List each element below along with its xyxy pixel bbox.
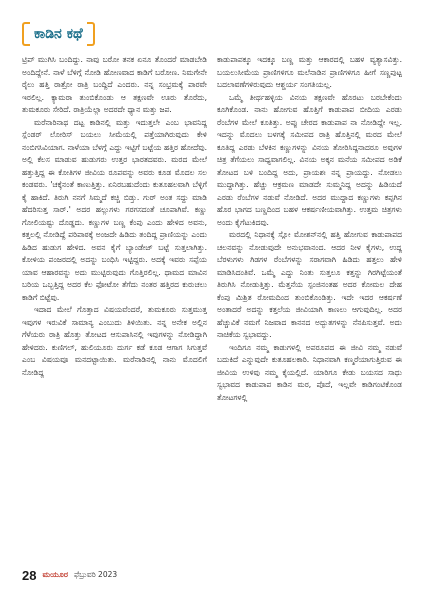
article-body xyxy=(22,54,402,556)
column-right xyxy=(217,54,402,556)
paragraph: ಒಮ್ಮೆ ತೀರ್ಥಹಳ್ಳಿಯ ವಿನಯ ತಕ್ಷಣವೇ ಹೊರಟು ಬರಬೇಕೆಂದು ಕೂಗಿಕೊಂಡ. ನಾನು ಹೋಗುವ ಹೊತ್ತಿಗೆ ಕಾಡುಪಾಪ ಬೀದಿಯ ಎರಡು ರೆಂಬೆಗಳ ಮೇಲೆ ಕೂತಿತ್ತು. ಅಪ್ಪು ಚೇರದ ಕಾಡುಪಾಪ ನಾ ನೋಡಿದ್ದೇ ಇಲ್ಲ. ಇದನ್ನು ಮೊದಲು ಬಳಗಕ್ಕೆ ಸಮೀಪದ ರಾತ್ರಿ ಹೊತ್ತಿನಲ್ಲಿ ಮರದ ಮೇಲೆ ಕೂತಿದ್ದ ಎರಡು ಬೆಳಕಿನ ಕಣ್ಣುಗಳನ್ನು ವಿನಯ ತೋರಿಸಿದ್ದನಾದರೂ ಅವುಗಳ ಚಿತ್ರ ತೆಗೆಯಲು ಸಾಧ್ಯವಾಗಲಿಲ್ಲ. ವಿನಯ ಅಕ್ಕನ ಮನೆಯ ಸಮೀಪದ ಅಡಿಕೆ ತೋಟದ ಬಳಿ ಬಂದಿದ್ದ ಅದು, ಪ್ರಾಯಶಃ ನನ್ನ ಪ್ರಾಯದ್ದು. ನೋಡಲು ಮುದ್ದಾಗಿತ್ತು. ಹೆಚ್ಚು ಆಕ್ರಮಣ ಮಾಡದೇ ಸುಮ್ಮನಿದ್ದ ಅದನ್ನು ಹಿಡಿಯದೆ ಎರಡು ರೆಂಬೆಗಳ ನಡುವೆ ನೋಡಿದೆ. ಅದರ ಮುದ್ದಾದ ಕಣ್ಣುಗಳು ಕಪ್ಪಗಿನ ಹೊರ ಭಾಗದ ಬಣ್ಣದಿಂದ ಬಹಳ ಆಕರ್ಷಣೀಯವಾಗಿತ್ತು. ಉತ್ತಮ ಚಿತ್ರಗಳು ಅಂದು ಕೈಗೆಟುಕಿದವು. xyxy=(217,92,402,227)
page-number: 28 xyxy=(22,567,37,583)
header-bracket-left xyxy=(22,22,30,46)
page-footer xyxy=(22,566,117,584)
paragraph: ಇಂದಿಗೂ ನಮ್ಮ ಕಾಡುಗಳಲ್ಲಿ ಅಪರೂಪದ ಈ ಜೀವಿ ನಮ್ಮ ನಡುವೆ ಬದುಕಿದೆ ಎನ್ನುವುದೇ ಕುತೂಹಲಕಾರಿ. ನಿಧಾನವಾಗಿ ಕಣ್ಮರೆಯಾಗುತ್ತಿರುವ ಈ ಜೀವಿಯ ಉಳಿವು ನಮ್ಮ ಕೈಯಲ್ಲಿದೆ. ಯಾರಿಗೂ ಕೇಡು ಬಯಸದ ಸಾಧು ಸ್ವಭಾವದ ಕಾಡುಪಾಪ ಕಾಡಿನ ಮರ, ಪೊದೆ, ಇಲ್ಲವೇ ಕಾಡಿಗಂಟಿಕೊಂಡ ತೋಟಗಳಲ್ಲಿ xyxy=(217,342,402,402)
paragraph: ಟ್ರಿಪ್ ಮುಗಿಸಿ ಬಂದಿದ್ದು. ನಾವು ಬರೋ ತನಕ ಏನೂ ತೊಂದರೆ ಮಾಡಬೇಡಿ ಅಂದಿದ್ದೇನೆ. ನಾಳೆ ಬೆಳಿಗ್ಗೆ ನೋಡಿ ಹೋಣವಾದ ಕಾಡಿಗೆ ಬರೋಣ. ನಿಮಗೇನೇ ರೈಲು ಹತ್ತಿ ರಾತ್ರೋ ರಾತ್ರಿ ಬಂದ್ದಿದೆ ಎಂದರು. ನನ್ನ ಸಂಭ್ರಮಕ್ಕೆ ಪಾರವೇ ಇರಲಿಲ್ಲ. ಕ್ಯಾಮರಾ ತುಂಬಿಕೊಂಡು ಆ ತಕ್ಷಣವೇ ಊರು ತೊರೆದು, ತುಮಕೂರು ಸೇರಿದೆ. ರಾತ್ರಿಯೆಲ್ಲಾ ಅದರದೇ ಧ್ಯಾನ ಮತ್ತು ಜಪ. xyxy=(22,55,207,114)
section-header xyxy=(22,22,95,46)
paragraph: ಮರದಲ್ಲಿ ನಿಧಾನಕ್ಕೆ ಸ್ಲೋ ಮೋಶನ್‌ನಲ್ಲಿ ಹತ್ತಿ ಹೋಗುವ ಕಾಡುಪಾಪದ ಚಲನವನ್ನು ನೋಡುವುದೇ ಅನುಭವಾನಂದ. ಆದರ ನೀಳ ಕೈಗಳು, ಉದ್ದ ಬೆರಳುಗಳು ಗಿಡಗಳ ರೆಂಬೆಗಳನ್ನು ಸರಾಗವಾಗಿ ಹಿಡಿದು ಹತ್ತಲು ಹೇಳಿ ಮಾಡಿಸಿದಂತಿವೆ. ಒಮ್ಮೆ ಎದ್ದು ನಿಂತು ಸುತ್ತಲೂ ಕತ್ತನ್ನು ಗಿರಗಿಟ್ಟೆಯಂತೆ ತಿರುಗಿಸಿ ನೋಡುತ್ತಿತ್ತು. ಮೆತ್ತನೆಯ ಸ್ಪಂಜಿನಂತಹ ಅದರ ಕೋಮಲ ದೇಹ ಕೆಂಪು ಮಿಶ್ರಿತ ರೋಮದಿಂದ ತುಂಬಿಕೊಂಡಿತ್ತು. ಇದೇ ಇದರ ಆಕರ್ಷಣೆ ಅಂತಾದರೆ ಅದನ್ನು ಕತ್ತಲೆಯ ಜೀವಿಯಾಗಿ ಕಾಣಲು ಆಗುವುದಿಲ್ಲ. ಅದರ ಹೆಚ್ಚುವಿಕೆ ನಮಗೆ ನಿಜವಾದ ಕಾನನದ ಅದ್ಭುತಗಳನ್ನು ನೆನಪಿಸುತ್ತವೆ. ಅದು ನಾಚಿಕೆಯ ಸ್ವಭಾವದ್ದು. xyxy=(217,230,402,339)
magazine-logo: ಮಯೂರ xyxy=(42,570,68,579)
paragraph: ಕಾಡುಪಾಪಕ್ಕೂ ಇದಕ್ಕೂ ಬಣ್ಣ ಮತ್ತು ಆಕಾರದಲ್ಲಿ ಬಹಳ ವ್ಯತ್ಯಾಸವಿತ್ತು. ಬಯಲುಸೀಮೆಯ ಪ್ರಾಣಿಗಳಿಗೂ ಮಲೆನಾಡಿನ ಪ್ರಾಣಿಗಳಿಗೂ ಹೀಗೆ ಸಣ್ಣಪುಟ್ಟ ಬದಲಾವಣೆಗಳಿರುವುದು ಆಶ್ಚರ್ಯ ಸಂಗತಿಯಲ್ಲ. xyxy=(217,55,402,89)
paragraph: ಮರೆನಾರಿನಾಥ ದಟ್ಟ ಕಾಡಿನಲ್ಲಿ ಮತ್ತು ಇದುತ್ತಲೇ ಎಂಬ ಭಾವನಿದ್ದ ಸ್ಲೆಂಡರ್ ಲೋರಿಸ್ ಬಯಲು ಸೀಮೆಯಲ್ಲಿ ಪತ್ತೆಯಾಗಿರುವುದು ಕೇಳಿ ನಂಬಿಗಸಿವಿಯಾಗ. ನಾಳೆಯಾ ಬೆಳಗ್ಗೆ ಎದ್ದು ಇಟ್ಟಿಗೆ ಬಟ್ಟೆಯ ಹತ್ತಿರ ಹೋದೆವು. ಅಲ್ಲಿ ಕೆಲಸ ಮಾಡುವ ಹುಡುಗರು ಉತ್ತರ ಭಾರತದವರು. ಮರದ ಮೇಲೆ ಹತ್ತುತ್ತಿದ್ದ ಈ ಕೋತಿಗಳ ಜೀವಿಯ ರೂಪವನ್ನು ಅವರು ಕೂಡ ಮೊದಲ ಸಲ ಕಂಡವರು. 'ಚಕ್ಕೆನಂತೆ ಕಾಣುತ್ತಿತ್ತು. ಏನಿರಬಹುದೆಂದು ಕುತೂಹಲವಾಗಿ ಬೆಳ್ಳಿಗೆ ಕೈ ಹಾಕಿದೆ. ತಿರುಗಿ ನನಗೆ ಸಿಮ್ಮದೆ ಕಚ್ಚಿ ಬಿಡ್ತು. ಗುರ್ ಅಂತ ಸದ್ದು ಮಾಡಿ ಹೆದರಿಸುತ್ತ ಸಾರ್.' ಅದರ ಹಲ್ಲುಗಳು ಗರಗಸದಂತೆ ಚೂಪಾಗಿವೆ. ಕಣ್ಣು ಗೋಲಿಯಷ್ಟು ದೊಡ್ಡದು. ಕಣ್ಣುಗಳ ಬಣ್ಣ ಕೆಂಪು ಎಂದು ಹೇಳಿದ ಅವನು, ಕತ್ತಲಲ್ಲಿ ನೋಡಿದ್ದೆ ಪರಿಪಾಠಕ್ಕೆ ಅಂಜದೇ ಹಿಡಿದು ತಂದಿದ್ದ ಪ್ರಾಣಿಯನ್ನು ಎಂದು ಹಿಡಿದ ಹುಡುಗ ಹೇಳಿದ. ಅವನ ಕೈಗೆ ಬ್ಯಾಂಡೇಜ್ ಬಟ್ಟೆ ಸುತ್ತಲಾಗಿತ್ತು. ಕೋಳಿಯ ಪಂಜರದಲ್ಲಿ ಅದನ್ನು ಬಂಧಿಸಿ ಇಟ್ಟಿದ್ದರು. ಅದಕ್ಕೆ ಇವರು ಸಪ್ಪೆಯ ಯಾವ ಆಹಾರವನ್ನು ಅದು ಮುಟ್ಟಿರುವುದು ಗೊತ್ತಿರಲಿಲ್ಲ. ಧಾಮದ ಮಾವಿನ ಬರಿಯ ಒಬ್ಬತ್ತಿದ್ದ ಅದರ ಕೆಲ ಫೋಟೋ ತೆಗೆದು ನಂತರ ಹತ್ತಿರದ ಕುರುಚಲು ಕಾಡಿಗೆ ಬಿಟ್ಟೆವು. xyxy=(22,117,207,302)
issue-date: ಫೆಬ್ರುವರಿ 2023 xyxy=(73,570,118,579)
header-bracket-right xyxy=(87,22,95,46)
column-left xyxy=(22,54,207,556)
paragraph: ಇದಾದ ಮೇಲೆ ಗೊತ್ತಾದ ವಿಷಯವೆಂದರೆ, ತುಮಕೂರು ಸುತ್ತಮುತ್ತ ಇವುಗಳ ಇರುವಿಕೆ ಸಾಮಾನ್ಯ ಎಂಬುದು ತಿಳಿಯಿತು. ನನ್ನ ಅನೇಕ ಅಲ್ಲಿನ ಗೆಳೆಯರು ರಾತ್ರಿ ಹೊತ್ತು ತೋಟದ ಆಸುಪಾಸಿನಲ್ಲಿ ಇವುಗಳನ್ನು ನೋಡಿದ್ದಾಗಿ ಹೇಳಿದರು. ಕುಣಿಗಲ್, ಹುಲಿಯೂರು ದುರ್ಗ ಕಡೆ ಕೂಡ ಆಗಾಗ ಸಿಗುತ್ತವೆ ಎಂಬ ವಿಷಯವೂ ಮನದಟ್ಟಾಯಿತು. ಮರೆನಾಡಿನಲ್ಲಿ ನಾನು ಮೊದಲಿಗೆ ನೋಡಿದ್ದ xyxy=(22,305,207,377)
section-title: ಕಾಡಿನ ಕಥೆ xyxy=(34,26,83,42)
